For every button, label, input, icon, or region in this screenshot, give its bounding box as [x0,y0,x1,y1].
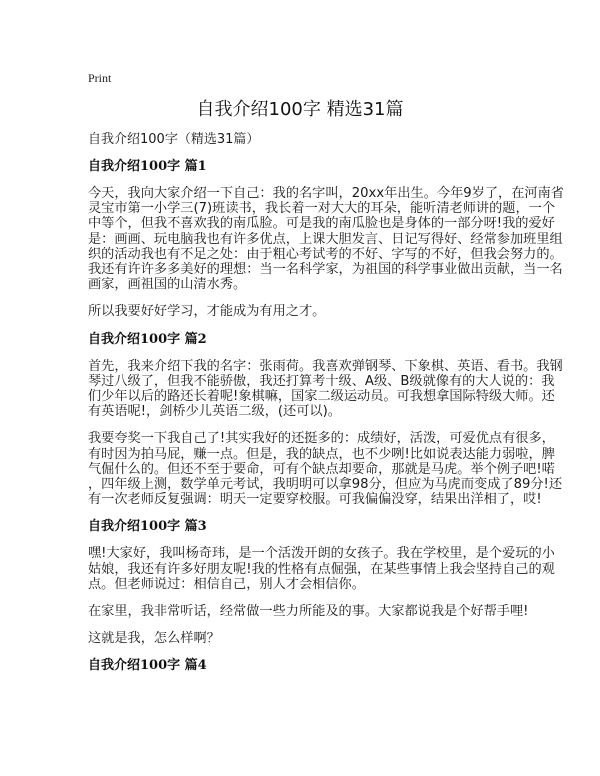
paragraph-line: 画家，画祖国的山清水秀。 [88,277,247,293]
document-subtitle: 自我介绍100字（精选31篇） [88,132,260,147]
paragraph-line: 点。但老师说过：相信自己，别人才会相信你。 [88,576,365,592]
paragraph-line: 在家里，我非常听话，经常做一些力所能及的事。大家都说我是个好帮手哩! [88,604,529,620]
paragraph-line: 织的活动我也有不足之处：由于粗心考试考的不好、字写的不好，但我会努力的。 [88,246,563,262]
paragraph-line: 灵宝市第一小学三(7)班读书，我长着一对大大的耳朵，能听清老师讲的题，一个 [88,201,556,217]
print-label: Print [88,71,112,85]
paragraph [88,304,528,319]
paragraph-line: 是：画画、玩电脑我也有许多优点，上课大胆发言、日记写得好、经常参加班里组 [88,231,563,247]
paragraph [88,631,528,646]
paragraph-line: 气倔什么的。但还不至于要命，可有个缺点却要命，那就是马虎。举个例子吧!喏 [88,461,555,477]
section-heading: 自我介绍100字 篇1 [88,159,207,174]
paragraph-line: 中等个，但我不喜欢我的南瓜脸。可是我的南瓜脸也是身体的一部分呀!我的爱好 [88,216,555,232]
paragraph-line: 所以我要好好学习，才能成为有用之才。 [88,304,326,320]
paragraph-line: 有一次老师反复强调：明天一定要穿校服。可我偏偏没穿，结果出洋相了，哎! [88,492,542,508]
paragraph-line: 我要夸奖一下我自己了!其实我好的还挺多的：成绩好，活泼，可爱优点有很多， [88,431,555,447]
paragraph-line: ，四年级上测，数学单元考试，我明明可以拿98分，但应为马虎而变成了89分!还 [88,477,563,493]
paragraph-line: 有时因为拍马屁，赚一点。但是，我的缺点，也不少咧!比如说表达能力弱啦，脾 [88,446,555,462]
paragraph [88,546,555,592]
section-heading: 自我介绍100字 篇3 [88,519,207,535]
paragraph-line: 琴过八级了，但我不能骄傲，我还打算考十级、A级、B级就像有的大人说的：我 [88,373,555,389]
page-title: 自我介绍100字 精选31篇 [196,99,404,120]
paragraph-line: 今天，我向大家介绍一下自己：我的名字叫，20xx年出生。今年9岁了，在河南省 [88,186,564,201]
paragraph [88,186,564,293]
paragraph-line: 有英语呢!，剑桥少儿英语二级，(还可以)。 [88,404,341,420]
paragraph [88,604,528,619]
paragraph-line: 我还有许许多多美好的理想：当一名科学家，为祖国的科学事业做出贡献，当一名 [88,262,563,278]
paragraph [88,358,563,420]
paragraph-line: 们少年以后的路还长着呢!象棋嘛，国家二级运动员。可我想拿国际特级大师。还 [88,389,555,405]
paragraph-line: 这就是我，怎么样啊？ [88,631,220,647]
section-heading: 自我介绍100字 篇2 [88,331,207,347]
sections [88,159,564,674]
paragraph-line: 首先，我来介绍下我的名字：张雨荷。我喜欢弹钢琴、下象棋、英语、看书。我钢 [88,358,563,374]
section-heading: 自我介绍100字 篇4 [88,658,207,674]
document-page [88,0,564,674]
paragraph-line: 嘿!大家好，我叫杨奇玮，是一个活泼开朗的女孩子。我在学校里，是个爱玩的小 [88,546,555,562]
paragraph [88,431,563,508]
paragraph-line: 姑娘，我还有许多好朋友呢!我的性格有点倔强，在某些事情上我会坚持自己的观 [88,561,555,577]
